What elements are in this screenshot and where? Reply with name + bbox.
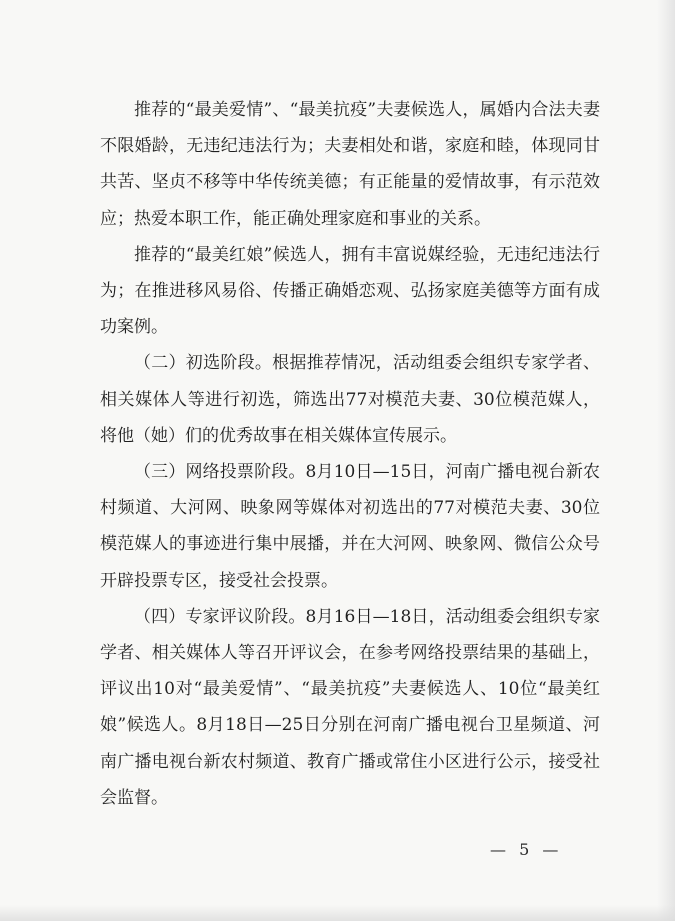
page-bottom-shadow xyxy=(0,905,675,921)
paragraph-expert-review: （四）专家评议阶段。8月16日—18日，活动组委会组织专家学者、相关媒体人等召开评议会，在参考网络投票结果的基础上，评议出10对“最美爱情”、“最美抗疫”夫妻候选人、10位“最美红娘”候选人。8月18日—25日分别在河南广播电视台卫星频道、河南广播电视台新农村频道、教育广播或常住小区进行公示，接受社会监督。 xyxy=(100,606,600,808)
paragraph-preliminary-selection: （二）初选阶段。根据推荐情况，活动组委会组织专家学者、相关媒体人等进行初选，筛选出77对模范夫妻、30位模范媒人，将他（她）们的优秀故事在相关媒体宣传展示。 xyxy=(100,353,600,446)
page-number: — 5 — xyxy=(490,840,563,859)
page-edge-shadow xyxy=(657,0,675,921)
paragraph-candidate-matchmakers: 推荐的“最美红娘”候选人，拥有丰富说媒经验，无违纪违法行为；在推进移风易俗、传播正确婚恋观、弘扬家庭美德等方面有成功案例。 xyxy=(100,244,600,338)
paragraph-online-voting: （三）网络投票阶段。8月10日—15日，河南广播电视台新农村频道、大河网、映象网等媒体对初选出的77对模范夫妻、30位模范媒人的事迹进行集中展播，并在大河网、映象网、微信公众号开辟投票专区，接受社会投票。 xyxy=(100,462,600,591)
paragraph-candidate-couples: 推荐的“最美爱情”、“最美抗疫”夫妻候选人，属婚内合法夫妻不限婚龄，无违纪违法行为；夫妻相处和谐，家庭和睦，体现同甘共苦、坚贞不移等中华传统美德；有正能量的爱情故事，有示范效应；热爱本职工作，能正确处理家庭和事业的关系。 xyxy=(100,100,600,229)
document-body xyxy=(100,92,600,816)
